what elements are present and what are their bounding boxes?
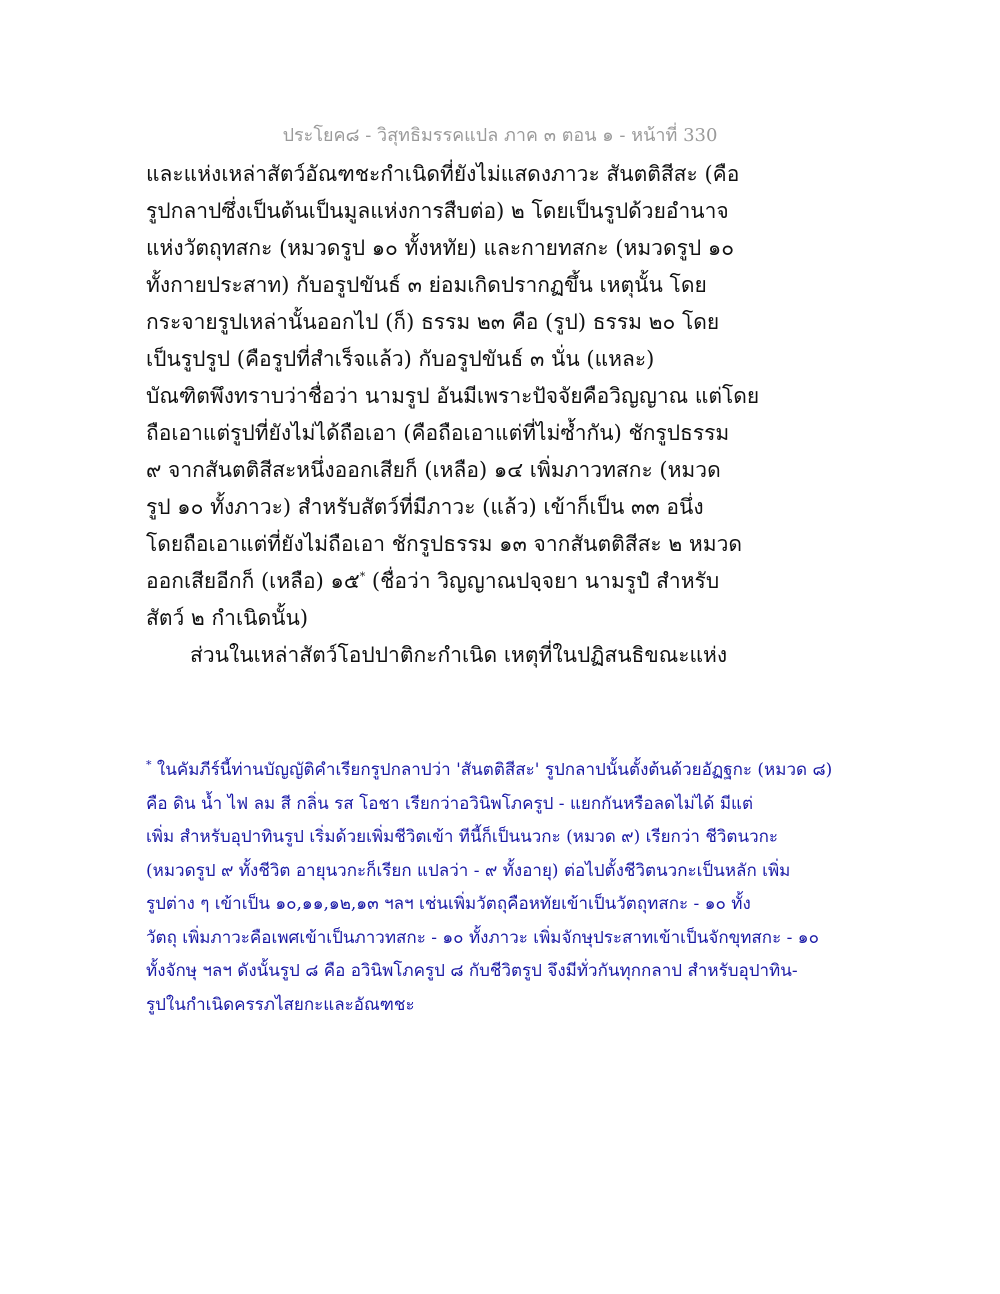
running-header: ประโยค๘ - วิสุทธิมรรคแปล ภาค ๓ ตอน ๑ - หน้าที่ 330 [282,125,718,146]
footnote-line: เพิ่ม สำหรับอุปาทินรูป เริ่มด้วยเพิ่มชีวิตเข้า ทีนี้ก็เป็นนวกะ (หมวด ๙) เรียกว่า ชีวิตนวกะ [146,827,779,847]
footnote-line: รูปในกำเนิดครรภไสยกะและอัณฑชะ [146,994,415,1015]
body-line: โดยถือเอาแต่ที่ยังไม่ถือเอา ชักรูปธรรม ๑๓ จากสันตติสีสะ ๒ หมวด [146,532,743,556]
footnote-line-text: ในคัมภีร์นี้ท่านบัญญัติคำเรียกรูปกลาปว่า 'สันตติสีสะ' รูปกลาปนั้นตั้งต้นด้วยอัฏฐกะ (หมวด ๘) [151,760,833,780]
footnote-line: คือ ดิน น้ำ ไฟ ลม สี กลิ่น รส โอชา เรียกว่าอวินิพโภครูป - แยกกันหรือลดไม่ได้ มีแต่ [146,793,754,814]
body-line: กระจายรูปเหล่านั้นออกไป (ก็) ธรรม ๒๓ คือ (รูป) ธรรม ๒๐ โดย [146,310,720,334]
body-line-end: (ชื่อว่า วิญญาณปจฺจยา นามรูปํ สำหรับ [365,569,720,593]
body-line: ถือเอาแต่รูปที่ยังไม่ได้ถือเอา (คือถือเอาแต่ที่ไม่ซ้ำกัน) ชักรูปธรรม [146,421,730,445]
paragraph-start-line: ส่วนในเหล่าสัตว์โอปปาติกะกำเนิด เหตุที่ในปฏิสนธิขณะแห่ง [190,643,728,667]
body-line: สัตว์ ๒ กำเนิดนั้น) [146,606,309,630]
footnote-marker: * [146,758,152,772]
footnote-line: วัตถุ เพิ่มภาวะคือเพศเข้าเป็นภาวทสกะ - ๑๐ ทั้งภาวะ เพิ่มจักษุประสาทเข้าเป็นจักขุทสกะ - ๑๐ [146,927,819,948]
body-line-with-footnote-ref [146,563,866,600]
body-line-start: ออกเสียอีกก็ (เหลือ) ๑๕ [146,569,360,593]
footnote-line: ทั้งจักษุ ฯลฯ ดังนั้นรูป ๘ คือ อวินิพโภครูป ๘ กับชีวิตรูป จึงมีทั่วกันทุกกลาป สำหรับอุปาทิน- [146,961,798,981]
footnote-line: (หมวดรูป ๙ ทั้งชีวิต อายุนวกะก็เรียก แปลว่า - ๙ ทั้งอายุ) ต่อไปตั้งชีวิตนวกะเป็นหลัก เพิ่ม [146,860,791,881]
body-line: รูปกลาปซึ่งเป็นต้นเป็นมูลแห่งการสืบต่อ) ๒ โดยเป็นรูปด้วยอำนาจ [146,199,729,223]
body-line: แห่งวัตถุทสกะ (หมวดรูป ๑๐ ทั้งหทัย) และกายทสกะ (หมวดรูป ๑๐ [146,236,735,260]
body-line: ๙ จากสันตติสีสะหนึ่งออกเสียก็ (เหลือ) ๑๔ เพิ่มภาวทสกะ (หมวด [146,458,721,482]
body-line: ทั้งกายประสาท) กับอรูปขันธ์ ๓ ย่อมเกิดปรากฏขึ้น เหตุนั้น โดย [146,273,707,297]
footnote-line: รูปต่าง ๆ เข้าเป็น ๑๐,๑๑,๑๒,๑๓ ฯลฯ เช่นเพิ่มวัตถุคือหทัยเข้าเป็นวัตถุทสกะ - ๑๐ ทั้ง [146,894,751,914]
footnote-reference: * [359,570,366,583]
main-text [146,156,866,674]
body-line: บัณฑิตพึงทราบว่าชื่อว่า นามรูป อันมีเพราะปัจจัยคือวิญญาณ แต่โดย [146,384,760,408]
footnote [146,754,866,1022]
footnote-line [146,754,866,788]
body-line: และแห่งเหล่าสัตว์อัณฑชะกำเนิดที่ยังไม่แสดงภาวะ สันตติสีสะ (คือ [146,162,740,186]
body-line: รูป ๑๐ ทั้งภาวะ) สำหรับสัตว์ที่มีภาวะ (แล้ว) เข้าก็เป็น ๓๓ อนึ่ง [146,495,704,519]
body-line: เป็นรูปรูป (คือรูปที่สำเร็จแล้ว) กับอรูปขันธ์ ๓ นั่น (แหละ) [146,347,655,371]
